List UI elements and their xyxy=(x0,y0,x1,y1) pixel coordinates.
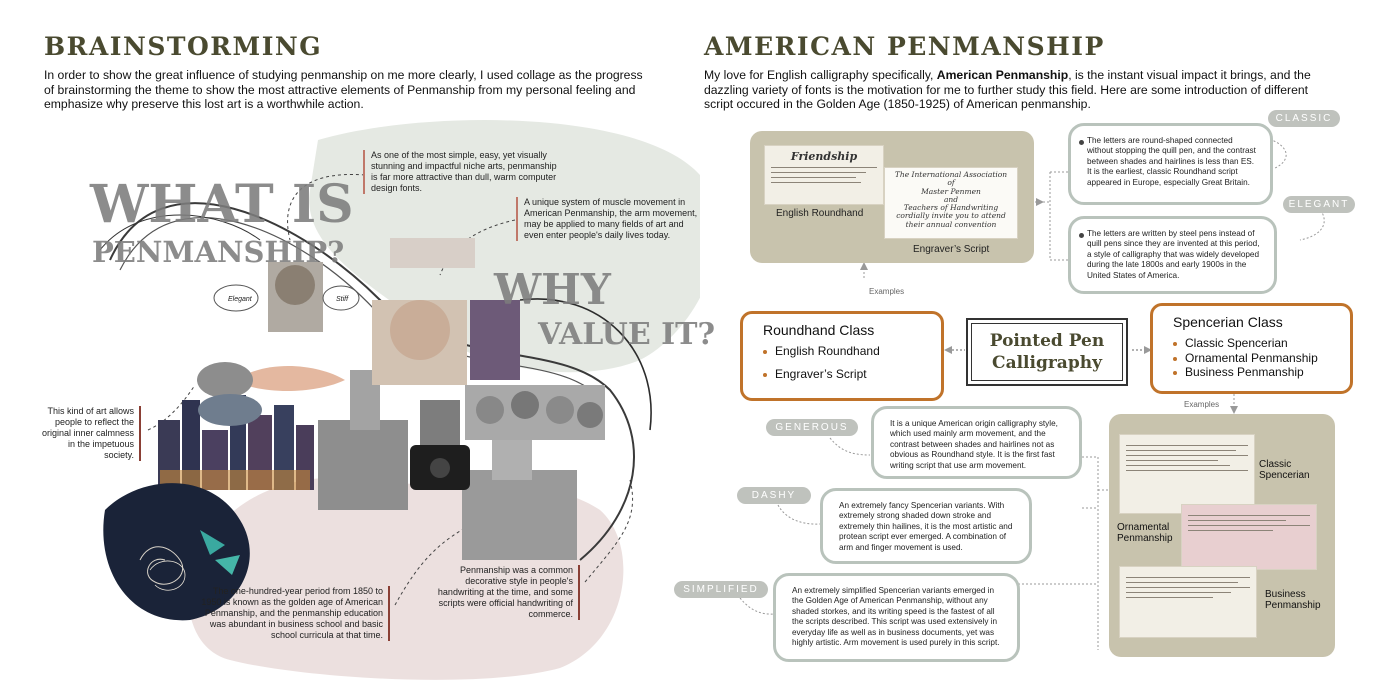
desc-classic xyxy=(1068,123,1273,205)
engravers-line: The International Association xyxy=(894,170,1008,179)
ornamental-penmanship-caption: Ornamental Penmanship xyxy=(1117,522,1173,544)
spencerian-class-title: Spencerian Class xyxy=(1173,314,1283,330)
bubble-stiff-label: Stiff xyxy=(336,296,349,303)
engravers-script-sample xyxy=(884,167,1018,239)
value-it-heading: VALUE IT? xyxy=(538,317,716,352)
engravers-line: and xyxy=(943,194,959,204)
business-penmanship-caption: Business Penmanship xyxy=(1265,589,1321,611)
classic-spencerian-caption: Classic Spencerian xyxy=(1259,459,1310,481)
note-muscle-movement: A unique system of muscle movement in American Penmanship, the arm movement, may be applied to many fields of art and even enter people's daily lives today. xyxy=(516,197,698,241)
pointed-pen-title-line2: Calligraphy xyxy=(992,353,1102,373)
roundhand-item: Engraver’s Script xyxy=(763,367,921,382)
pill-elegant: ELEGANT xyxy=(1283,196,1355,213)
pill-generous: GENEROUS xyxy=(766,419,858,436)
note-inner-calmness: This kind of art allows people to reflect the original inner calmness in the impetuous society. xyxy=(36,406,141,461)
desc-simplified: An extremely simplified Spencerian variants emerged in the Golden Age of American Penmanship, without any shaded storkes, and its writing speed is the fastest of all the scripts described. This script was used extensively in everyday life as well as in business documents, yet was highly artistic. Arm movement is used purely in this script. xyxy=(773,573,1020,662)
desc-generous: It is a unique American origin calligraphy style, which used mainly arm movement, and the contrast between shades and hairlines not as obvious as Roundhand style. It is the first fast writing script that use arm movement. xyxy=(871,406,1082,479)
spencerian-item: Classic Spencerian xyxy=(1173,336,1330,351)
ornamental-penmanship-sample xyxy=(1181,504,1317,570)
english-roundhand-sample xyxy=(764,145,884,205)
desc-elegant-text: The letters are written by steel pens instead of quill pens since they are invented at this period, a style of calligraphy that was widely developed during the late 1800s and early 1900s in the United States of America. xyxy=(1087,229,1260,280)
examples-label-top: Examples xyxy=(869,287,905,296)
right-intro-text: My love for English calligraphy specifically, American Penmanship, is the instant visual impact it brings, and the dazzling variety of fonts is the motivation for me to further study this field. Here are some introduction of different script occured in the Golden Age (1850-1925) of American penmanship. xyxy=(704,68,1311,112)
why-heading: WHY xyxy=(494,265,611,314)
friendship-heading: Friendship xyxy=(790,150,858,163)
left-intro-text: In order to show the great influence of studying penmanship on me more clearly, I used collage as the progress of brainstorming the theme to show the most attractive elements of Penmanship from my personal feeling and emphasize why preserve this lost art is a worthwhile action. xyxy=(44,68,643,112)
typewriter-image xyxy=(410,445,470,490)
left-page-title: BRAINSTORMING xyxy=(44,32,323,61)
spencerian-examples-panel xyxy=(1109,414,1335,657)
desc-dashy: An extremely fancy Spencerian variants. With extremely strong shaded down stroke and extremely thin hailines, it is the most artistic and protean script ever emerged. A combination of arm and finger movement is used. xyxy=(820,488,1032,564)
desc-classic-text: The letters are round-shaped connected without stopping the quill pen, and the contrast between shades and hairlines is less than ES. It is the earliest, classic Roundhand script appeared in Europe, especially Great Britain. xyxy=(1087,136,1256,187)
roundhand-examples-panel xyxy=(750,131,1034,263)
right-page-title: AMERICAN PENMANSHIP xyxy=(704,32,1105,61)
engravers-line: cordially invite you to attend xyxy=(896,211,1006,221)
spencerian-item: Business Penmanship xyxy=(1173,365,1330,380)
pill-classic: CLASSIC xyxy=(1268,110,1340,127)
note-golden-age: The one-hundred-year period from 1850 to 1950 is known as the golden age of American Penmanship, and the penmanship education was abundant in business school and basic school curricula at that time. xyxy=(200,586,390,641)
spencerian-class-box xyxy=(1150,303,1353,394)
classic-spencerian-sample xyxy=(1119,434,1255,514)
note-decorative-style: Penmanship was a common decorative style in people's handwriting at the time, and some scripts were official handwriting of commerce. xyxy=(418,565,580,620)
roundhand-class-box xyxy=(740,311,944,401)
english-roundhand-caption: English Roundhand xyxy=(776,208,864,219)
engravers-line: Teachers of Handwriting xyxy=(903,203,999,213)
engravers-script-caption: Engraver’s Script xyxy=(913,244,990,255)
what-is-heading: WHAT IS xyxy=(90,174,354,235)
pointed-pen-box xyxy=(966,318,1128,386)
bullet-dot xyxy=(1079,233,1084,238)
roundhand-class-title: Roundhand Class xyxy=(763,322,875,338)
bubble-elegant-label: Elegant xyxy=(228,296,252,303)
pill-dashy: DASHY xyxy=(737,487,811,504)
penmanship-question-heading: PENMANSHIP? xyxy=(92,235,345,269)
pill-simplified: SIMPLIFIED xyxy=(674,581,768,598)
engravers-line: Master Penmen xyxy=(921,186,981,196)
spencerian-item: Ornamental Penmanship xyxy=(1173,351,1330,366)
roundhand-item: English Roundhand xyxy=(763,344,921,359)
engravers-line: their annual convention xyxy=(905,219,997,229)
desc-elegant xyxy=(1068,216,1277,294)
examples-label-bottom: Examples xyxy=(1184,400,1220,409)
note-attractive: As one of the most simple, easy, yet visually stunning and impactful niche arts, penmanship is far more attractive than dull, warm computer design fonts. xyxy=(363,150,563,194)
bullet-dot xyxy=(1079,140,1084,145)
pointed-pen-title-line1: Pointed Pen xyxy=(989,331,1105,351)
engravers-line: of xyxy=(947,178,955,188)
business-penmanship-sample xyxy=(1119,566,1257,638)
